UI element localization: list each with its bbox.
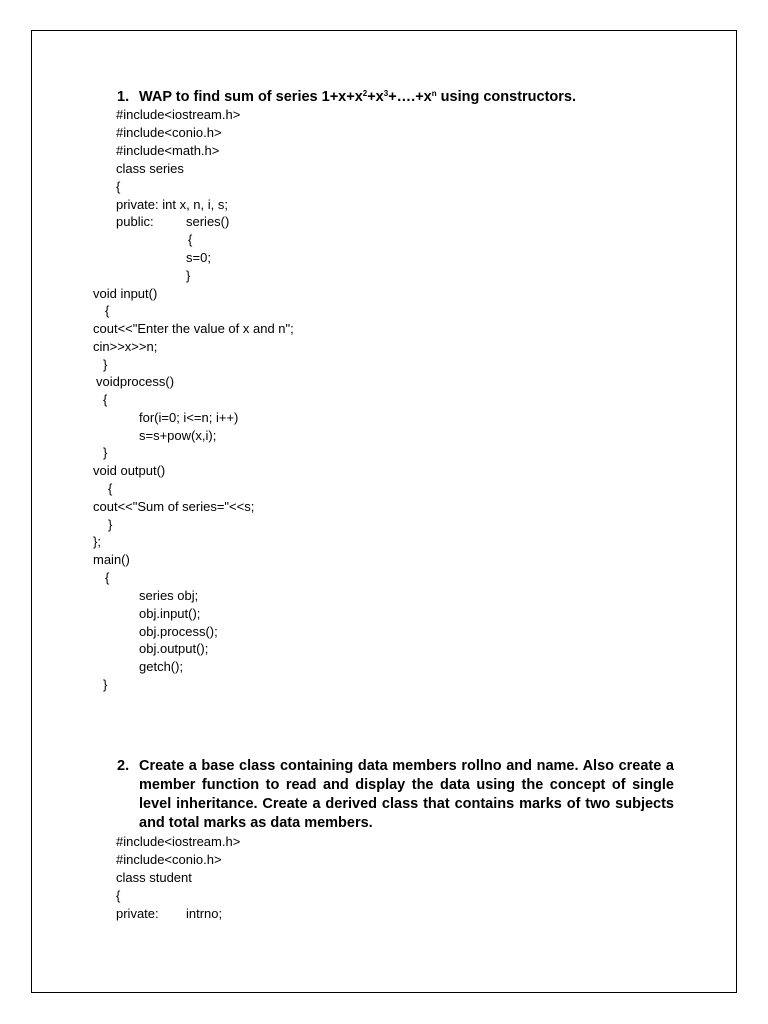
code-line: #include<math.h> <box>116 143 220 158</box>
code-line: { <box>116 888 121 903</box>
code-line: } <box>103 445 108 460</box>
code-line: void input() <box>93 286 158 301</box>
code-line: cout<<"Sum of series="<<s; <box>93 499 255 514</box>
code-line: obj.output(); <box>139 641 209 656</box>
code-line: s=s+pow(x,i); <box>139 428 217 443</box>
question-1-text: WAP to find sum of series $1+x+x^2+x^3+\dots.+x^n$ using constructors. <box>139 89 577 105</box>
question-2-line: member function to read and display the data using the concept of single <box>139 777 674 793</box>
code-line: #include<iostream.h> <box>116 834 241 849</box>
code-line: obj.input(); <box>139 606 201 621</box>
code-line: #include<conio.h> <box>116 852 222 867</box>
code-line: class student <box>116 870 192 885</box>
code-line: } <box>103 677 108 692</box>
code-line: intrno; <box>186 906 223 921</box>
code-line: series() <box>186 214 230 229</box>
code-line: cout<<"Enter the value of x and n"; <box>93 321 294 336</box>
code-line: series obj; <box>139 588 199 603</box>
question-2-number: 2. <box>117 758 130 774</box>
code-line: #include<conio.h> <box>116 125 222 140</box>
code-line: { <box>116 179 121 194</box>
code-line: class series <box>116 161 184 176</box>
code-line: { <box>105 303 110 318</box>
code-line: private: <box>116 906 159 921</box>
code-line: void output() <box>93 463 166 478</box>
code-line: }; <box>93 534 101 549</box>
code-line: { <box>108 481 113 496</box>
code-line: for(i=0; i<=n; i++) <box>139 410 239 425</box>
question-2-line: Create a base class containing data members rollno and name. Also create a <box>139 758 674 774</box>
code-line: } <box>108 517 113 532</box>
code-line: { <box>188 232 193 247</box>
code-line: #include<iostream.h> <box>116 107 241 122</box>
code-line: main() <box>93 552 130 567</box>
code-line: } <box>103 357 108 372</box>
code-line: s=0; <box>186 250 211 265</box>
code-line: voidprocess() <box>96 374 175 389</box>
code-line: cin>>x>>n; <box>93 339 158 354</box>
question-2-line: level inheritance. Create a derived class that contains marks of two subjects <box>139 796 674 812</box>
code-line: public: <box>116 214 154 229</box>
code-line: } <box>186 268 191 283</box>
question-2-line: and total marks as data members. <box>139 815 373 831</box>
code-line: { <box>105 570 110 585</box>
code-line: private: int x, n, i, s; <box>116 197 228 212</box>
code-line: getch(); <box>139 659 184 674</box>
code-line: { <box>103 392 108 407</box>
code-line: obj.process(); <box>139 624 218 639</box>
question-1-number: 1. <box>117 89 130 105</box>
